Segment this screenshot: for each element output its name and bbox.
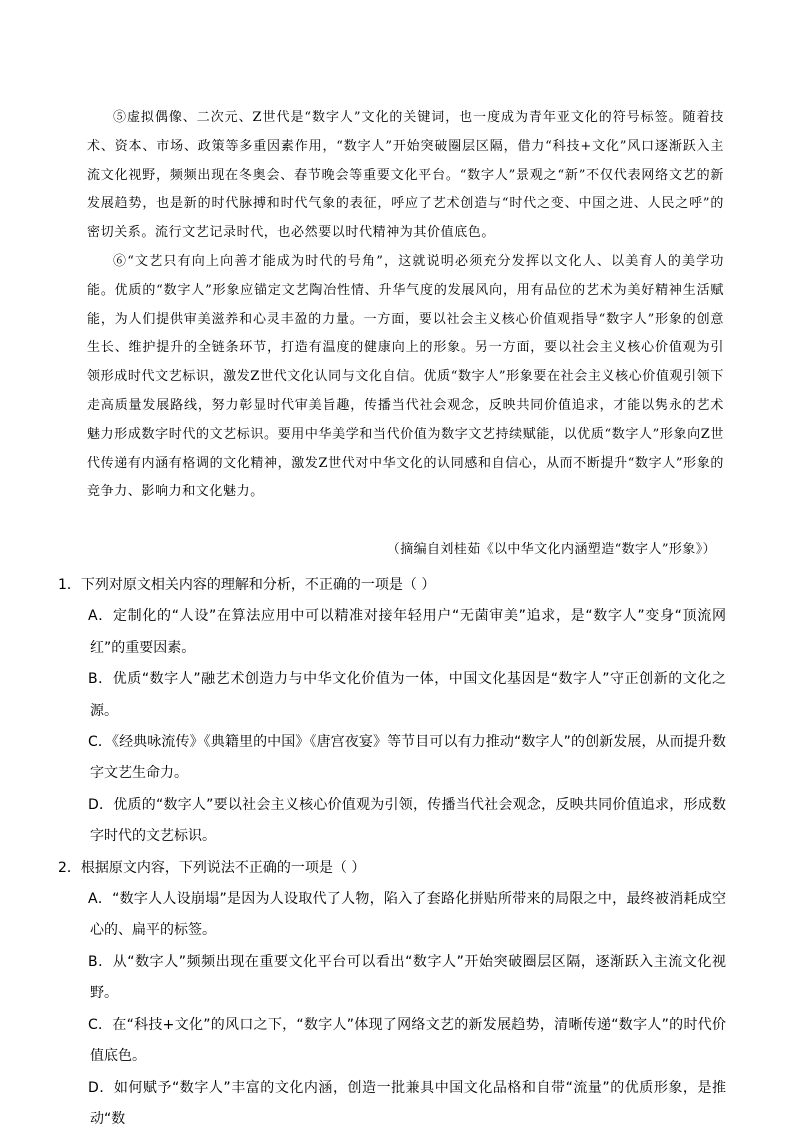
passage-source: （摘编自刘桂茹《以中华文化内涵塑造“数字人”形象》） bbox=[387, 540, 716, 560]
question-2 bbox=[58, 853, 726, 1135]
reading-passage bbox=[87, 104, 724, 507]
option-d: D．优质的“数字人”要以社会主义核心价值观为引领，传播当代社会观念，反映共同价值追求，形成数字时代的文艺标识。 bbox=[58, 790, 726, 853]
option-c: C．在“科技+文化”的风口之下，“数字人”体现了网络文艺的新发展趋势，清晰传递“数字人”的时代价值底色。 bbox=[58, 1010, 726, 1073]
option-b: B．从“数字人”频频出现在重要文化平台可以看出“数字人”开始突破圈层区隔，逐渐跃入主流文化视野。 bbox=[58, 947, 726, 1010]
option-d: D．如何赋予“数字人”丰富的文化内涵，创造一批兼具中国文化品格和自带“流量”的优质形象，是推动“数 bbox=[58, 1073, 726, 1135]
question-stem: 1．下列对原文相关内容的理解和分析，不正确的一项是（ ） bbox=[58, 570, 726, 601]
option-c: C．《经典咏流传》《典籍里的中国》《唐宫夜宴》等节目可以有力推动“数字人”的创新发展，从而提升数字文艺生命力。 bbox=[58, 727, 726, 790]
question-1 bbox=[58, 570, 726, 853]
option-b: B．优质“数字人”融艺术创造力与中华文化价值为一体，中国文化基因是“数字人”守正创新的文化之源。 bbox=[58, 664, 726, 727]
question-stem: 2．根据原文内容，下列说法不正确的一项是（ ） bbox=[58, 853, 726, 884]
question-list bbox=[58, 570, 726, 1135]
option-a: A．定制化的“人设”在算法应用中可以精准对接年轻用户“无菌审美”追求，是“数字人”变身“顶流网红”的重要因素。 bbox=[58, 601, 726, 664]
option-a: A．“数字人人设崩塌”是因为人设取代了人物，陷入了套路化拼贴所带来的局限之中，最终被消耗成空心的、扁平的标签。 bbox=[58, 884, 726, 947]
paragraph-6: ⑥“文艺只有向上向善才能成为时代的号角”，这就说明必须充分发挥以文化人、以美育人的美学功能。优质的“数字人”形象应锚定文艺陶冶性情、升华气度的发展风向，用有品位的艺术为美好精神生活赋能，为人们提供审美滋养和心灵丰盈的力量。一方面，要以社会主义核心价值观指导“数字人”形象的创意生长、维护提升的全链条环节，打造有温度的健康向上的形象。另一方面，要以社会主义核心价值观为引领形成时代文艺标识，激发Z世代文化认同与文化自信。优质“数字人”形象要在社会主义核心价值观引领下走高质量发展路线，努力彰显时代审美旨趣，传播当代社会观念，反映共同价值追求，才能以隽永的艺术魅力形成数字时代的文艺标识。要用中华美学和当代价值为数字文艺持续赋能，以优质“数字人”形象向Z世代传递有内涵有格调的文化精神，激发Z世代对中华文化的认同感和自信心，从而不断提升“数字人”形象的竞争力、影响力和文化魅力。 bbox=[87, 248, 724, 507]
paragraph-5: ⑤虚拟偶像、二次元、Z世代是“数字人”文化的关键词，也一度成为青年亚文化的符号标签。随着技术、资本、市场、政策等多重因素作用，“数字人”开始突破圈层区隔，借力“科技+文化”风口逐渐跃入主流文化视野，频频出现在冬奥会、春节晚会等重要文化平台。“数字人”景观之“新”不仅代表网络文艺的新发展趋势，也是新的时代脉搏和时代气象的表征，呼应了艺术创造与“时代之变、中国之进、人民之呼”的密切关系。流行文艺记录时代，也必然要以时代精神为其价值底色。 bbox=[87, 104, 724, 248]
